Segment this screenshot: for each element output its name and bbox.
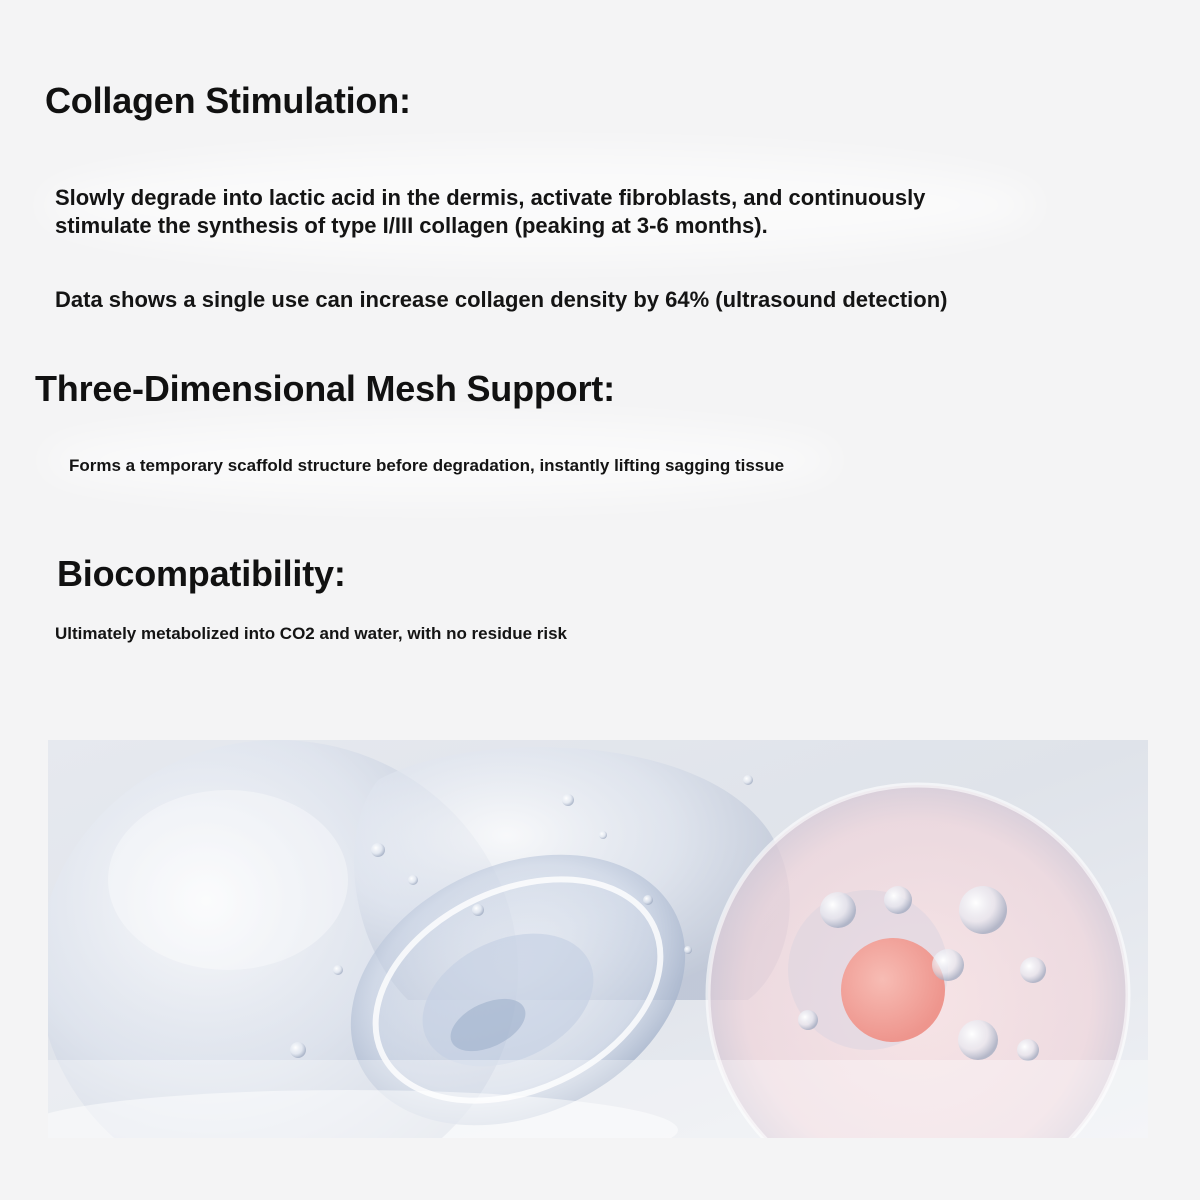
collagen-data-statement: Data shows a single use can increase collagen density by 64% (ultrasound detection) [55, 287, 948, 312]
biocompatibility-description: Ultimately metabolized into CO2 and water, with no residue risk [55, 624, 568, 643]
section-heading-collagen-stimulation: Collagen Stimulation: [45, 80, 411, 121]
section-heading-biocompatibility: Biocompatibility: [57, 553, 346, 594]
gel-spheres-illustration [48, 740, 1148, 1138]
collagen-description-line-2: stimulate the synthesis of type I/III collagen (peaking at 3-6 months). [55, 213, 768, 238]
collagen-description-line-1: Slowly degrade into lactic acid in the dermis, activate fibroblasts, and continuously [55, 185, 926, 210]
section-heading-mesh-support: Three-Dimensional Mesh Support: [35, 368, 615, 409]
gel-spheres-icon [48, 740, 1148, 1138]
mesh-support-description: Forms a temporary scaffold structure before degradation, instantly lifting sagging tissue [69, 456, 785, 475]
